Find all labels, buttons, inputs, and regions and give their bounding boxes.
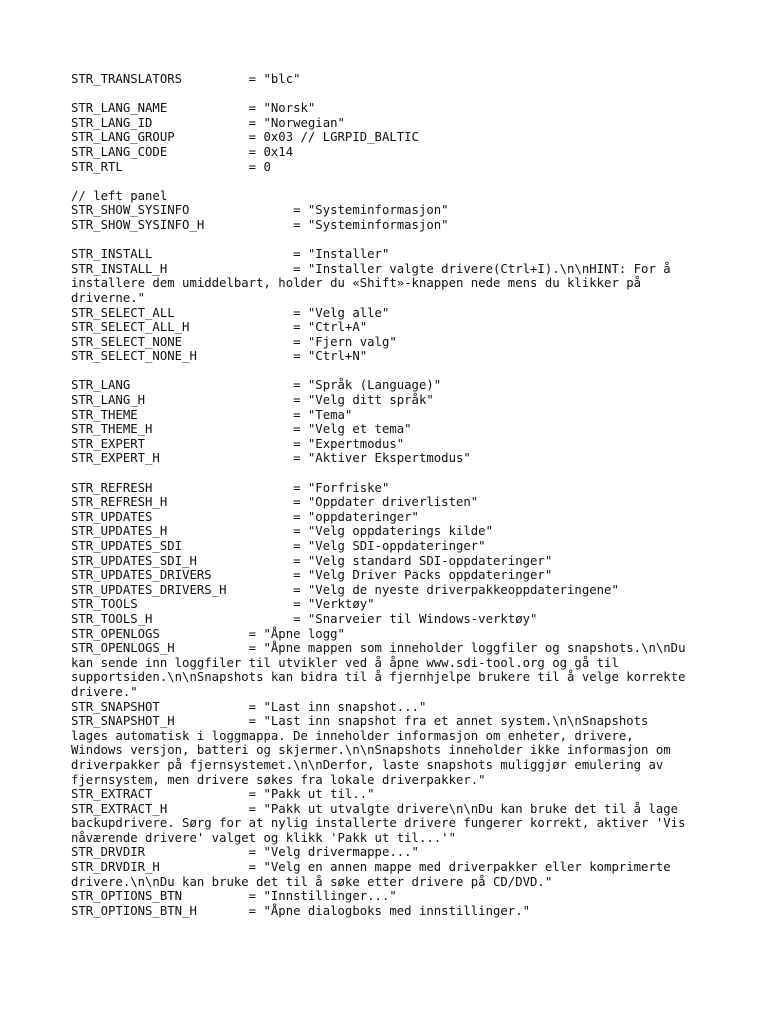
document-text: STR_TRANSLATORS = "blc" STR_LANG_NAME = "Norsk" STR_LANG_ID = "Norwegian" STR_LANG_GROUP = 0x03 // LGRPID_BALTIC STR_LANG_CODE = 0x14 STR_RTL = 0 // left panel STR_SHOW_SYSINFO = "Systeminformasjon" STR_SHOW_SYSINFO_H = "Systeminformasjon" STR_INSTALL = "Installer" STR_INSTALL_H = "Installer valgte drivere(Ctrl+I).\n\nHINT: For å installere dem umiddelbart, holder du «Shift»-knappen nede mens du klikker på driverne." STR_SELECT_ALL = "Velg alle" STR_SELECT_ALL_H = "Ctrl+A" STR_SELECT_NONE = "Fjern valg" STR_SELECT_NONE_H = "Ctrl+N" STR_LANG = "Språk (Language)" STR_LANG_H = "Velg ditt språk" STR_THEME = "Tema" STR_THEME_H = "Velg et tema" STR_EXPERT = "Expertmodus" STR_EXPERT_H = "Aktiver Ekspertmodus" STR_REFRESH = "Forfriske" STR_REFRESH_H = "Oppdater driverlisten" STR_UPDATES = "oppdateringer" STR_UPDATES_H = "Velg oppdaterings kilde" STR_UPDATES_SDI = "Velg SDI-oppdateringer" STR_UPDATES_SDI_H = "Velg standard SDI-oppdateringer" STR_UPDATES_DRIVERS = "Velg Driver Packs oppdateringer" STR_UPDATES_DRIVERS_H = "Velg de nyeste driverpakkeoppdateringene" STR_TOOLS = "Verktøy" STR_TOOLS_H = "Snarveier til Windows-verktøy" STR_OPENLOGS = "Åpne logg" STR_OPENLOGS_H = "Åpne mappen som inneholder loggfiler og snapshots.\n\nDu kan sende inn loggfiler til utvikler ved å åpne www.sdi-tool.org og gå til supportsiden.\n\nSnapshots kan bidra til å fjernhjelpe brukere til å velge korrekte drivere." STR_SNAPSHOT = "Last inn snapshot..." STR_SNAPSHOT_H = "Last inn snapshot fra et annet system.\n\nSnapshots lages automatisk i loggmappa. De inneholder informasjon om enheter, drivere, Windows versjon, batteri og skjermer.\n\nSnapshots inneholder ikke informasjon om driverpakker på fjernsystemet.\n\nDerfor, laste snapshots muliggjør emulering av fjernsystem, men drivere søkes fra lokale driverpakker." STR_EXTRACT = "Pakk ut til.." STR_EXTRACT_H = "Pakk ut utvalgte drivere\n\nDu kan bruke det til å lage backupdrivere. Sørg for at nylig installerte drivere fungerer korrekt, aktiver 'Vis nåværende drivere' valget og klikk 'Pakk ut til...'" STR_DRVDIR = "Velg drivermappe..." STR_DRVDIR_H = "Velg en annen mappe med driverpakker eller komprimerte drivere.\n\nDu kan bruke det til å søke etter drivere på CD/DVD." STR_OPTIONS_BTN = "Innstillinger..." STR_OPTIONS_BTN_H = "Åpne dialogboks med innstillinger.": [71, 72, 686, 918]
